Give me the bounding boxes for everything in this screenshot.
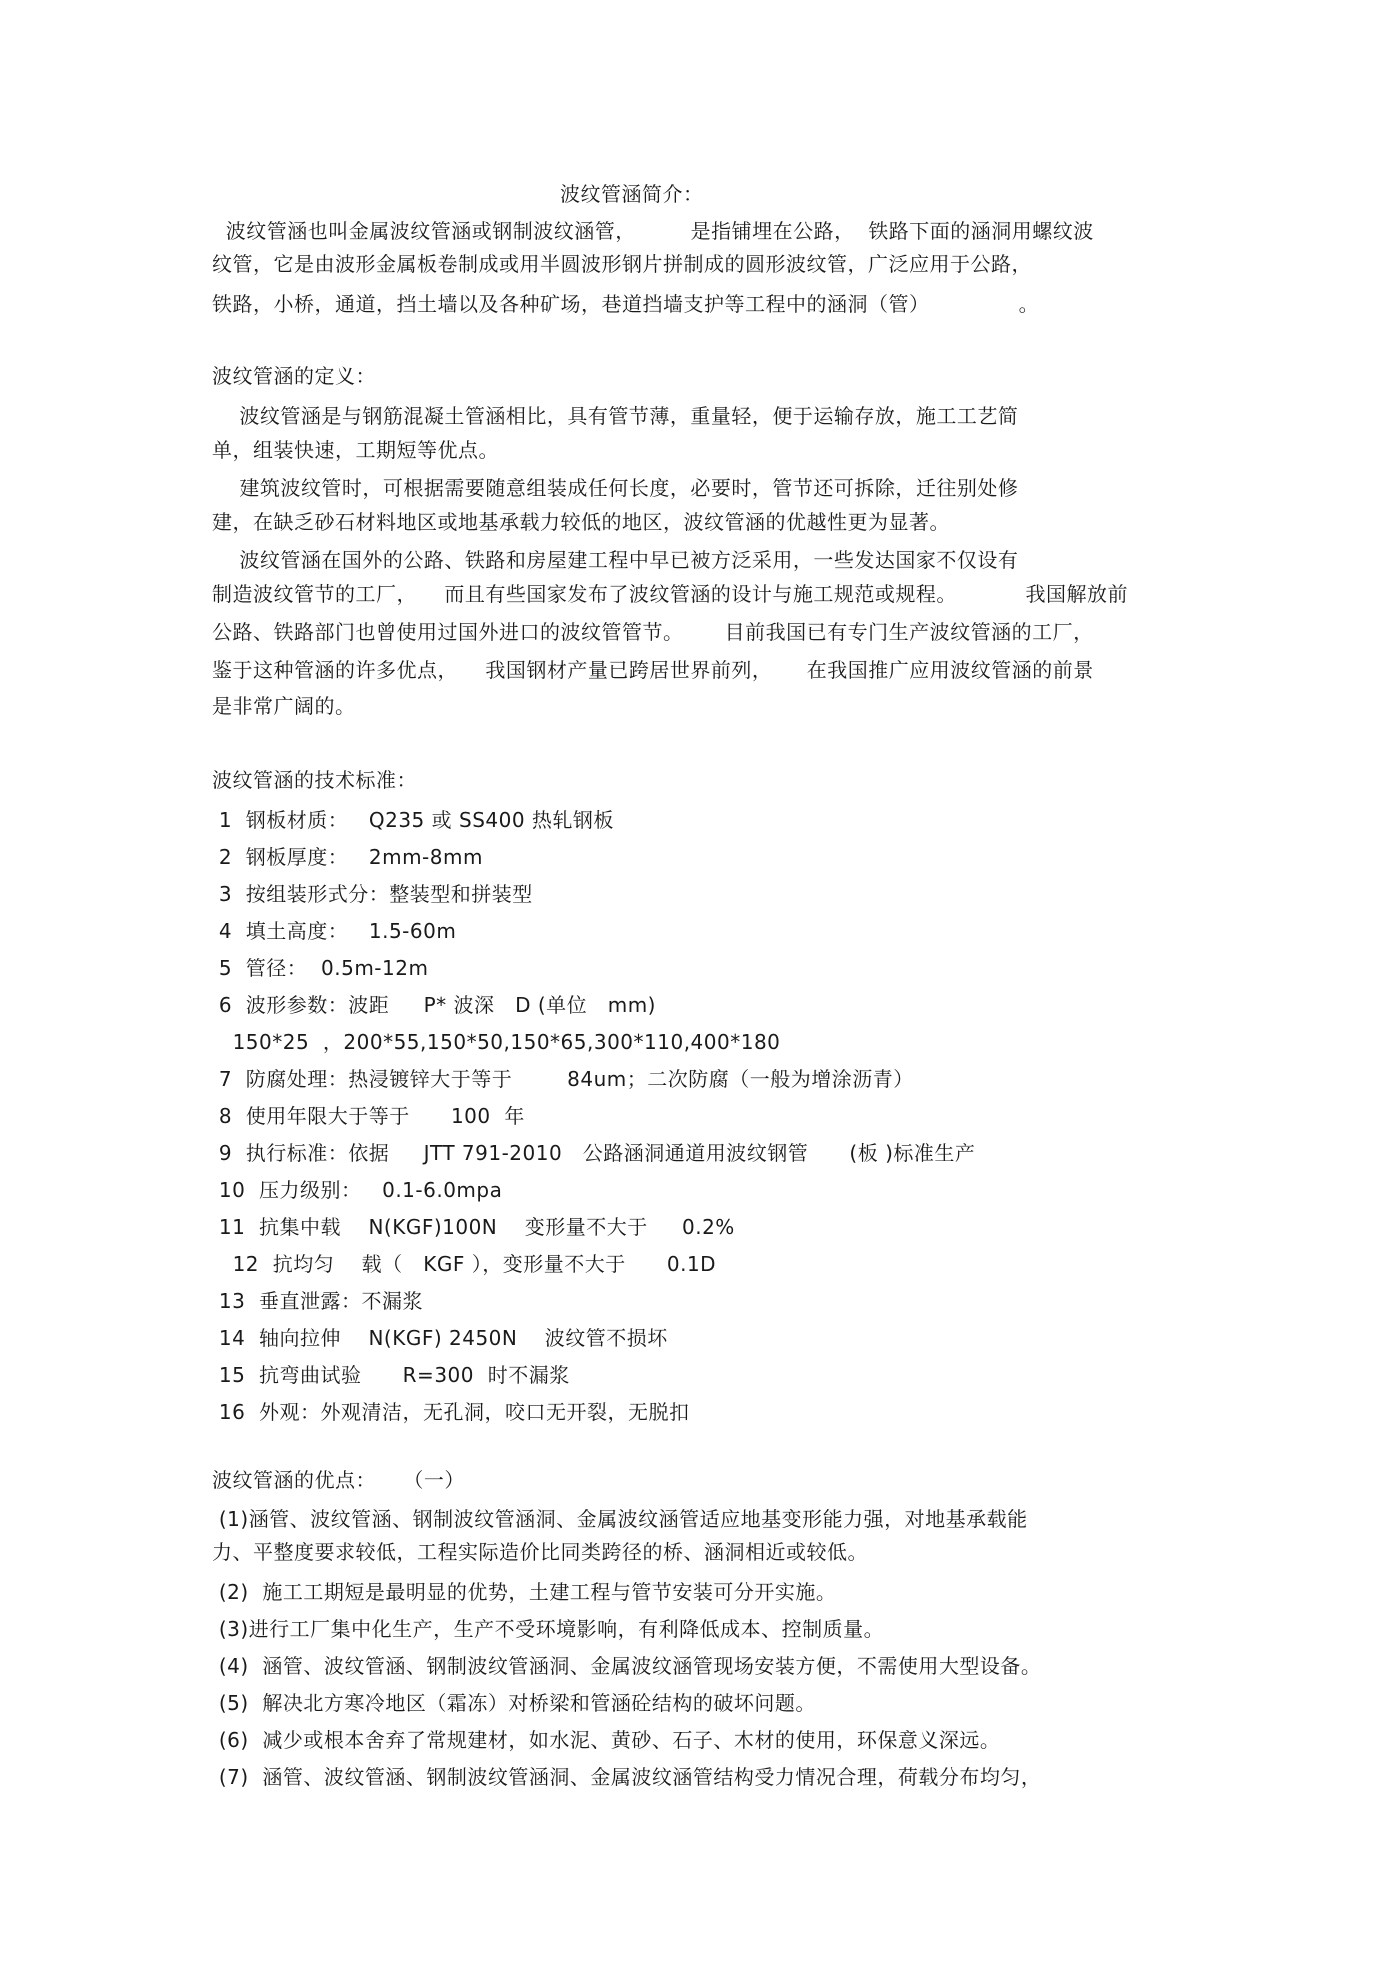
standards-item-13: 13 垂直泄露：不漏浆 (212, 1289, 424, 1313)
standards-item-5: 5 管径： 0.5m-12m (212, 956, 429, 980)
advantages-item-7: (7) 涵管、波纹管涵、钢制波纹管涵洞、金属波纹涵管结构受力情况合理，荷载分布均匀， (212, 1765, 1042, 1789)
definition-line-8: 鉴于这种管涵的许多优点， 我国钢材产量已跨居世界前列， 在我国推广应用波纹管涵的前景 (212, 658, 1094, 682)
definition-line-1: 波纹管涵是与钢筋混凝土管涵相比，具有管节薄，重量轻，便于运输存放，施工工艺简 (212, 404, 1019, 428)
standards-item-6-values: 150*25 ，200*55,150*50,150*65,300*110,400*180 (212, 1030, 781, 1054)
standards-item-9: 9 执行标准：依据 JTT 791-2010 公路涵洞通道用波纹钢管 (板 )标准生产 (212, 1141, 976, 1165)
definition-line-6: 制造波纹管节的工厂， 而且有些国家发布了波纹管涵的设计与施工规范或规程。 我国解放前 (212, 582, 1129, 606)
advantages-item-1-cont: 力、平整度要求较低，工程实际造价比同类跨径的桥、涵洞相近或较低。 (212, 1540, 868, 1564)
definition-line-9: 是非常广阔的。 (212, 694, 356, 718)
standards-item-16: 16 外观：外观清洁，无孔洞，咬口无开裂，无脱扣 (212, 1400, 690, 1424)
definition-line-7: 公路、铁路部门也曾使用过国外进口的波纹管管节。 目前我国已有专门生产波纹管涵的工厂， (212, 620, 1094, 644)
standards-item-1: 1 钢板材质： Q235 或 SS400 热轧钢板 (212, 808, 614, 832)
standards-item-7: 7 防腐处理：热浸镀锌大于等于 84um；二次防腐（一般为增涂沥青） (212, 1067, 914, 1091)
intro-line-3: 铁路，小桥，通道，挡土墙以及各种矿场，巷道挡墙支护等工程中的涵洞（管） 。 (212, 292, 1040, 316)
standards-item-12: 12 抗均匀 载（ KGF ），变形量不大于 0.1D (212, 1252, 717, 1276)
intro-title: 波纹管涵简介： (560, 182, 704, 206)
advantages-item-1: (1)涵管、波纹管涵、钢制波纹管涵洞、金属波纹涵管适应地基变形能力强，对地基承载能 (212, 1507, 1028, 1531)
standards-heading: 波纹管涵的技术标准： (212, 768, 417, 792)
standards-item-10: 10 压力级别： 0.1-6.0mpa (212, 1178, 503, 1202)
advantages-heading: 波纹管涵的优点： （一） (212, 1468, 465, 1492)
advantages-item-2: (2) 施工工期短是最明显的优势，土建工程与管节安装可分开实施。 (212, 1580, 837, 1604)
intro-line-1: 波纹管涵也叫金属波纹管涵或钢制波纹涵管， 是指铺埋在公路， 铁路下面的涵洞用螺纹波 (212, 219, 1094, 243)
advantages-item-6: (6) 减少或根本舍弃了常规建材，如水泥、黄砂、石子、木材的使用，环保意义深远。 (212, 1728, 1001, 1752)
standards-item-8: 8 使用年限大于等于 100 年 (212, 1104, 525, 1128)
advantages-item-4: (4) 涵管、波纹管涵、钢制波纹管涵洞、金属波纹涵管现场安装方便，不需使用大型设备。 (212, 1654, 1042, 1678)
standards-item-3: 3 按组装形式分：整装型和拼装型 (212, 882, 533, 906)
intro-line-2: 纹管，它是由波形金属板卷制成或用半圆波形钢片拼制成的圆形波纹管，广泛应用于公路， (212, 252, 1032, 276)
definition-line-5: 波纹管涵在国外的公路、铁路和房屋建工程中早已被方泛采用，一些发达国家不仅设有 (212, 548, 1019, 572)
standards-item-2: 2 钢板厚度： 2mm-8mm (212, 845, 483, 869)
standards-item-6: 6 波形参数：波距 P* 波深 D (单位 mm) (212, 993, 656, 1017)
standards-item-15: 15 抗弯曲试验 R=300 时不漏浆 (212, 1363, 570, 1387)
definition-heading: 波纹管涵的定义： (212, 364, 376, 388)
advantages-item-5: (5) 解决北方寒冷地区（霜冻）对桥梁和管涵砼结构的破坏问题。 (212, 1691, 816, 1715)
definition-line-4: 建，在缺乏砂石材料地区或地基承载力较低的地区，波纹管涵的优越性更为显著。 (212, 510, 950, 534)
standards-item-4: 4 填土高度： 1.5-60m (212, 919, 457, 943)
standards-item-11: 11 抗集中载 N(KGF)100N 变形量不大于 0.2% (212, 1215, 735, 1239)
definition-line-2: 单，组装快速，工期短等优点。 (212, 438, 499, 462)
standards-item-14: 14 轴向拉伸 N(KGF) 2450N 波纹管不损坏 (212, 1326, 668, 1350)
definition-line-3: 建筑波纹管时，可根据需要随意组装成任何长度，必要时，管节还可拆除，迁往别处修 (212, 476, 1019, 500)
advantages-item-3: (3)进行工厂集中化生产，生产不受环境影响，有利降低成本、控制质量。 (212, 1617, 885, 1641)
